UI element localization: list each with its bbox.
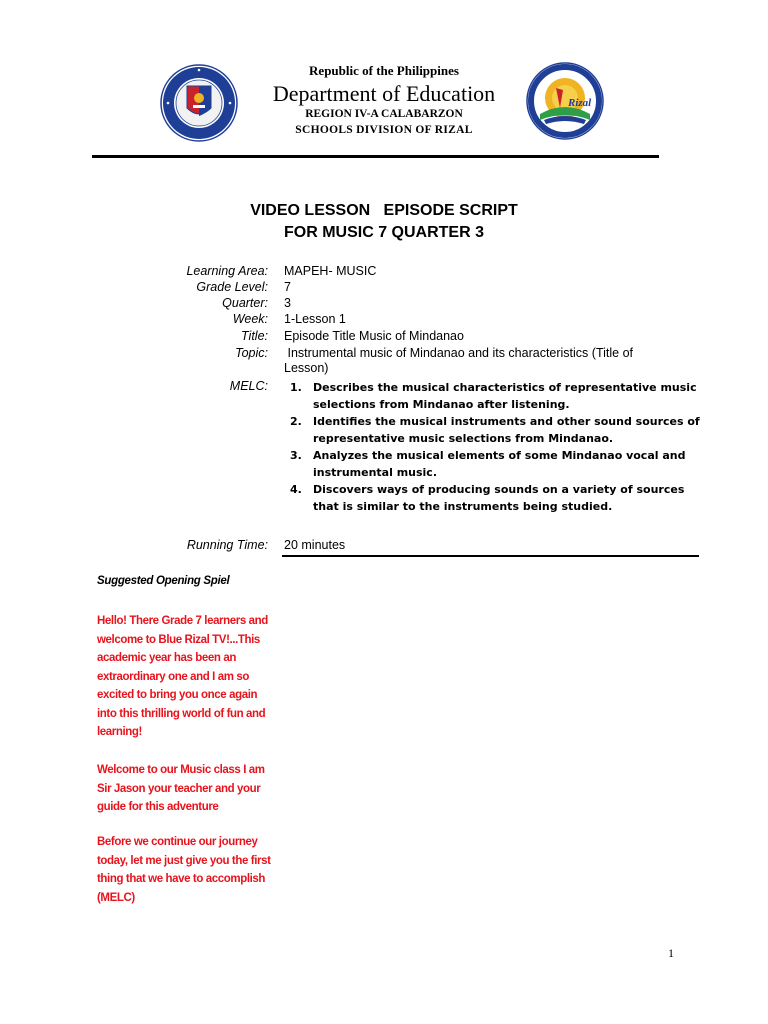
melc-number: 3. [290,449,302,462]
grade-level-label: Grade Level: [196,280,268,294]
title-value: Episode Title Music of Mindanao [284,329,464,343]
page-number: 1 [668,946,674,960]
header-divider [92,155,659,158]
learning-area-label: Learning Area: [186,264,268,278]
grade-level-value: 7 [284,280,291,294]
melc-text: Discovers ways of producing sounds on a variety of sources that is similar to the instruments being studied. [313,483,685,513]
melc-number: 4. [290,483,302,496]
spiel-paragraph-1: Hello! There Grade 7 learners and welcome to Blue Rizal TV!...This academic year has been an extraordinary one and I am so excited to bring you once again into this thrilling world of fun and learning! [97,615,268,738]
division-heading: SCHOOLS DIVISION OF RIZAL [295,124,473,136]
running-time-value: 20 minutes [284,538,346,552]
spiel-paragraph-3: Before we continue our journey today, let me just give you the first thing that we have to accomplish (MELC) [97,836,271,904]
melc-text: Describes the musical characteristics of representative music selections from Mindanao after listening. [313,381,697,411]
topic-label: Topic: [235,346,268,360]
melc-text: Identifies the musical instruments and other sound sources of representative music selections from Mindanao. [313,415,700,445]
region-heading: REGION IV-A CALABARZON [305,108,463,120]
learning-area-value: MAPEH- MUSIC [284,264,377,278]
title-label: Title: [241,329,268,343]
document-title-line2: FOR MUSIC 7 QUARTER 3 [283,224,484,241]
spiel-heading: Suggested Opening Spiel [97,575,230,587]
topic-value: Instrumental music of Mindanao and its characteristics (Title of Lesson) [284,346,637,375]
melc-text: Analyzes the musical elements of some Mindanao vocal and instrumental music. [313,449,686,479]
week-value: 1-Lesson 1 [284,312,346,326]
week-label: Week: [232,312,268,326]
melc-number: 1. [290,381,302,394]
quarter-label: Quarter: [222,296,268,310]
melc-item [290,481,700,515]
melc-item [290,413,700,447]
department-heading: Department of Education [272,81,496,106]
rizal-logo-lettering: Rizal [568,97,592,109]
melc-number: 2. [290,415,302,428]
running-time-divider [282,555,699,557]
melc-item [290,379,700,413]
quarter-value: 3 [284,296,291,310]
document-title-line1: VIDEO LESSON EPISODE SCRIPT [250,202,518,219]
republic-heading: Republic of the Philippines [309,63,459,78]
melc-item [290,447,700,481]
melc-list [290,379,700,515]
spiel-paragraph-2: Welcome to our Music class I am Sir Jason your teacher and your guide for this adventure [97,764,265,813]
running-time-label: Running Time: [186,538,268,552]
melc-label: MELC: [229,379,268,393]
